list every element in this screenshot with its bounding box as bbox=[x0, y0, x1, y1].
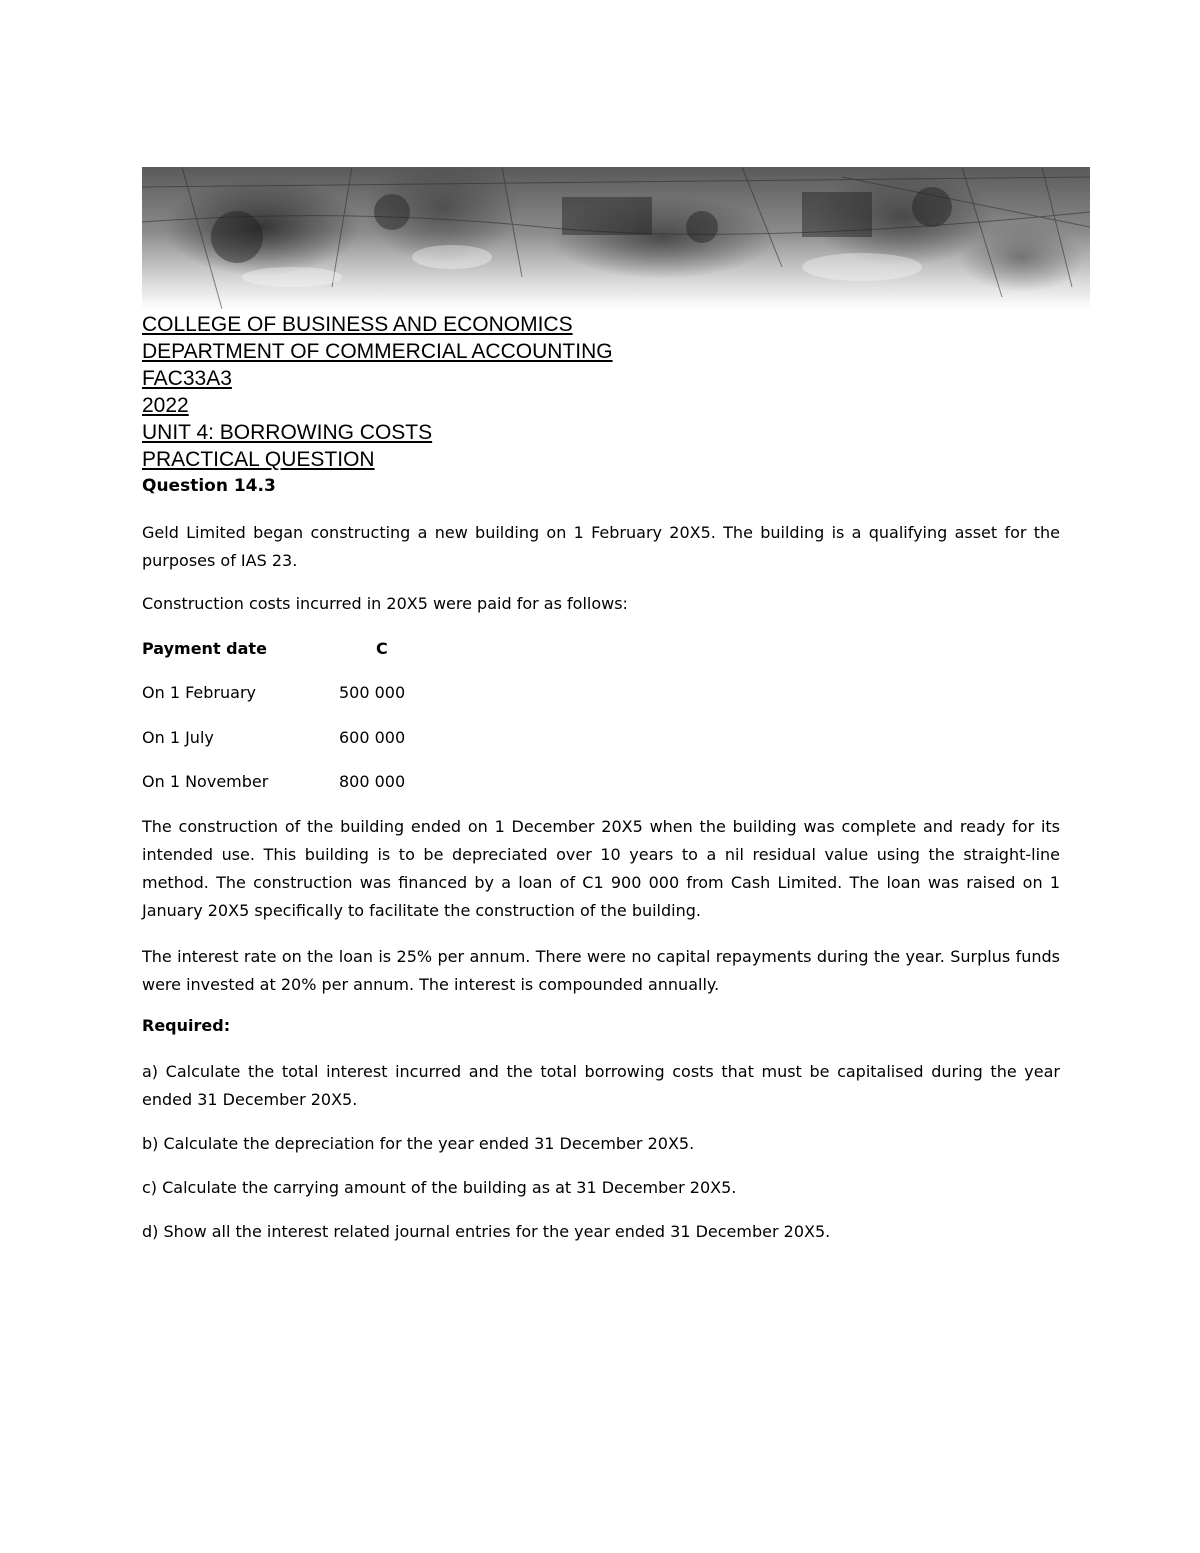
question-title: Question 14.3 bbox=[142, 476, 276, 496]
requirement-b: b) Calculate the depreciation for the year ended 31 December 20X5. bbox=[142, 1134, 695, 1153]
year: 2022 bbox=[142, 394, 189, 417]
requirement-a: a) Calculate the total interest incurred and the total borrowing costs that must be capitalised during the year ended 31 December 20X5. bbox=[142, 1062, 1060, 1109]
construction-paragraph: The construction of the building ended on 1 December 20X5 when the building was complete and ready for its intended use. This building is to be depreciated over 10 years to a nil residual value using the straight-line method. The construction was financed by a loan of C1 900 000 from Cash Limited. The loan was raised on 1 January 20X5 specifically to facilitate the construction of the building. bbox=[142, 817, 1060, 920]
intro-paragraph: Geld Limited began constructing a new building on 1 February 20X5. The building is a qualifying asset for the purposes of IAS 23. bbox=[142, 523, 1060, 570]
requirement-c: c) Calculate the carrying amount of the building as at 31 December 20X5. bbox=[142, 1178, 737, 1197]
unit-title: UNIT 4: BORROWING COSTS bbox=[142, 421, 433, 444]
requirement-d: d) Show all the interest related journal entries for the year ended 31 December 20X5. bbox=[142, 1222, 831, 1241]
table-row-date: On 1 July bbox=[142, 728, 214, 747]
course-code: FAC33A3 bbox=[142, 367, 232, 390]
costs-intro: Construction costs incurred in 20X5 were paid for as follows: bbox=[142, 594, 628, 613]
department-name: DEPARTMENT OF COMMERCIAL ACCOUNTING bbox=[142, 340, 613, 363]
table-row-amount: 600 000 bbox=[339, 728, 406, 747]
banner-collage bbox=[142, 167, 1090, 309]
college-name: COLLEGE OF BUSINESS AND ECONOMICS bbox=[142, 313, 573, 336]
table-row-amount: 800 000 bbox=[339, 772, 406, 791]
table-header-currency: C bbox=[376, 639, 388, 658]
table-row-amount: 500 000 bbox=[339, 683, 406, 702]
banner-image bbox=[142, 167, 1090, 309]
table-row-date: On 1 November bbox=[142, 772, 269, 791]
required-label: Required: bbox=[142, 1016, 231, 1035]
interest-paragraph: The interest rate on the loan is 25% per annum. There were no capital repayments during the year. Surplus funds were invested at 20% per annum. The interest is compounded annually. bbox=[142, 947, 1060, 994]
table-header-date: Payment date bbox=[142, 639, 267, 658]
table-row-date: On 1 February bbox=[142, 683, 256, 702]
practical-question-title: PRACTICAL QUESTION bbox=[142, 448, 375, 471]
